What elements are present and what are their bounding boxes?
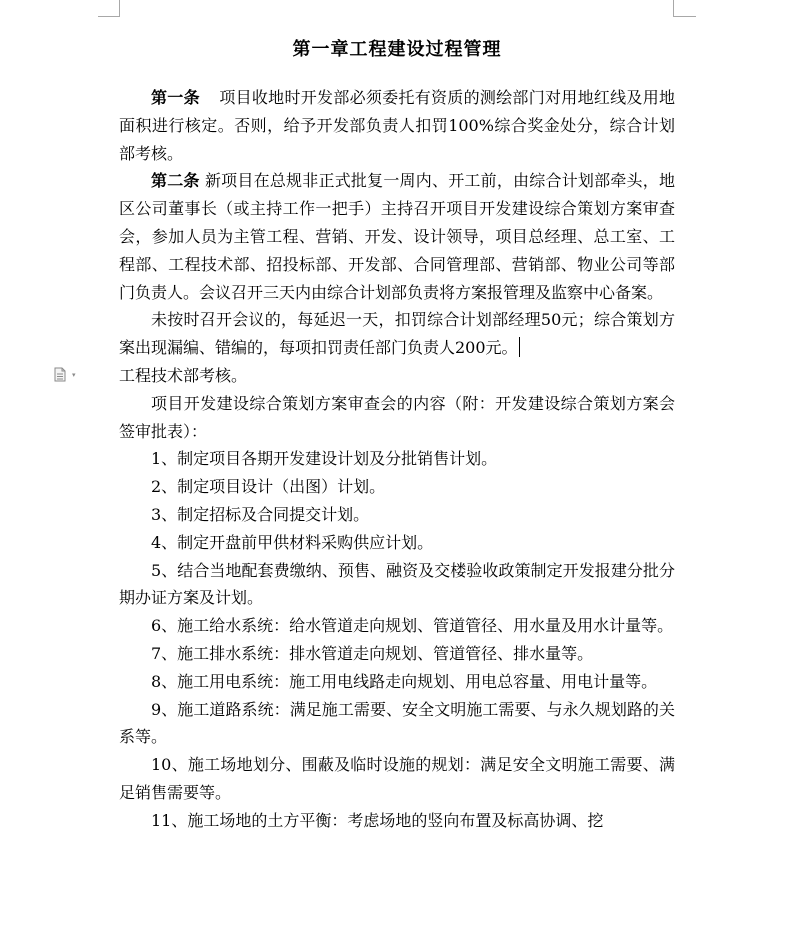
article-1-text: 项目收地时开发部必须委托有资质的测绘部门对用地红线及用地面积进行核定。否则，给予开发部负责人扣罚100%综合奖金处分，综合计划部考核。 — [119, 88, 675, 163]
crop-mark-top-right — [673, 0, 696, 17]
paragraph-penalty — [119, 306, 675, 362]
paragraph-content-intro: 项目开发建设综合策划方案审查会的内容（附：开发建设综合策划方案会签审批表）： — [119, 393, 675, 441]
list-item: 6、施工给水系统：给水管道走向规划、管道管径、用水量及用水计量等。 — [151, 616, 674, 636]
page-title: 第一章工程建设过程管理 — [292, 39, 502, 60]
paragraph-assess: 工程技术部考核。 — [119, 365, 248, 385]
article-2 — [119, 167, 675, 306]
article-1-label: 第一条 — [151, 88, 200, 107]
list-item: 5、结合当地配套费缴纳、预售、融资及交楼验收政策制定开发报建分批分期办证方案及计划。 — [119, 560, 675, 608]
article-2-label: 第二条 — [151, 171, 200, 191]
list-item: 1、制定项目各期开发建设计划及分批销售计划。 — [151, 449, 498, 469]
paragraph-penalty-text: 未按时召开会议的，每延迟一天，扣罚综合计划部经理50元；综合策划方案出现漏编、错编的，每项扣罚责任部门负责人200元。 — [119, 310, 675, 358]
document-body[interactable] — [119, 84, 675, 835]
dropdown-arrow-icon[interactable]: ▾ — [72, 371, 76, 379]
text-cursor — [519, 337, 520, 357]
list-item: 7、施工排水系统：排水管道走向规划、管道管径、排水量等。 — [151, 643, 594, 663]
list-item: 2、制定项目设计（出图）计划。 — [151, 477, 386, 497]
list-item: 4、制定开盘前甲供材料采购供应计划。 — [151, 532, 434, 552]
list-item: 10、施工场地划分、围蔽及临时设施的规划：满足安全文明施工需要、满足销售需要等。 — [119, 755, 675, 802]
article-2-text: 新项目在总规非正式批复一周内、开工前，由综合计划部牵头，地区公司董事长（或主持工作一把手）主持召开项目开发建设综合策划方案审查会，参加人员为主管工程、营销、开发、设计领导，项目总经理、总工室、工程部、工程技术部、招投标部、开发部、合同管理部、营销部、物业公司等部门负责人。会议召开三天内由综合计划部负责将方案报管理及监察中心备案。 — [119, 171, 675, 302]
list-item: 3、制定招标及合同提交计划。 — [151, 504, 370, 524]
list-item: 11、施工场地的土方平衡：考虑场地的竖向布置及标高协调、挖 — [151, 810, 604, 830]
article-1 — [119, 84, 675, 167]
list-item: 8、施工用电系统：施工用电线路走向规划、用电总容量、用电计量等。 — [151, 671, 658, 691]
crop-mark-top-left — [98, 0, 120, 17]
list-item: 9、施工道路系统：满足施工需要、安全文明施工需要、与永久规划路的关系等。 — [119, 699, 675, 747]
document-icon[interactable] — [53, 367, 67, 382]
